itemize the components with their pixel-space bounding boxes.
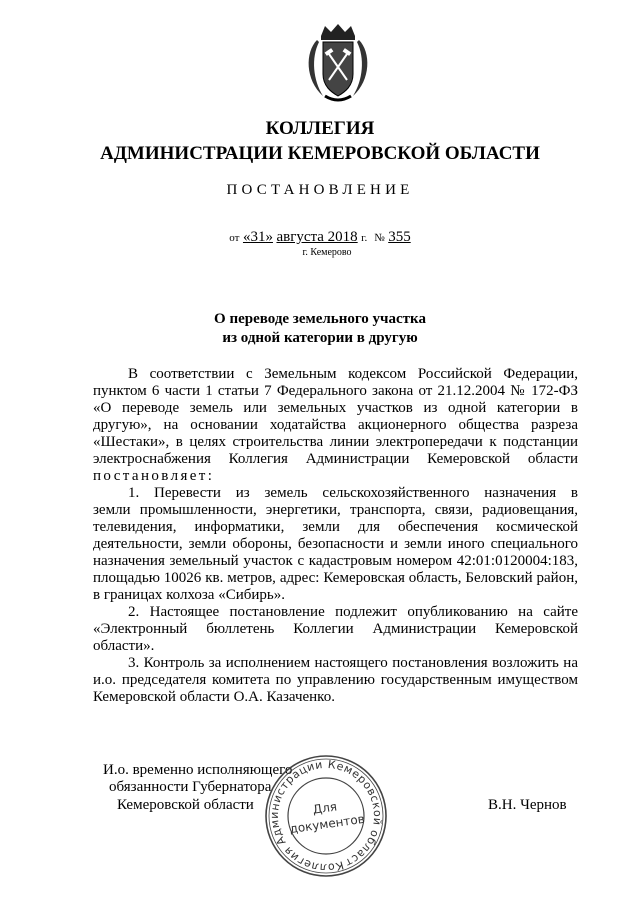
svg-text:Коллегия Администрации Кемеров [262, 752, 390, 880]
body-line: и.о. председателя комитета по управлению государственным имуществом [93, 672, 578, 688]
stamp-center-line1: Для [311, 799, 338, 817]
body-line: в границах колхоза «Сибирь». [93, 587, 285, 603]
body-line: земли промышленности, энергетики, транспорта, связи, радиовещания, [93, 502, 578, 518]
date-prefix: от [229, 232, 240, 244]
date-close-quote: » [265, 229, 273, 245]
stamp-center-line2: документов [288, 811, 366, 837]
body-line: «О переводе земель или земельных участков из одной категории в [93, 400, 578, 416]
body-line: назначения земельный участок с кадастровым номером 42:01:0120004:183, [93, 553, 578, 569]
date-day: 31 [250, 229, 266, 245]
official-stamp [262, 752, 390, 880]
stamp-ring-text: Коллегия Администрации Кемеровской области [267, 757, 385, 875]
date-month-year: августа 2018 [276, 229, 358, 245]
body-line: электроснабжения Коллегия Администрации Кемеровской области [93, 451, 578, 467]
body-line: деятельности, земли обороны, безопасности и земли иного специального [93, 536, 578, 552]
signatory-title-line2: обязанности Губернатора [109, 779, 272, 795]
body-line: 3. Контроль за исполнением настоящего постановления возложить на [128, 655, 578, 671]
number-sign: № [374, 232, 385, 244]
signatory-name: В.Н. Чернов [488, 797, 567, 813]
body-line: 1. Перевести из земель сельскохозяйственного назначения в [128, 485, 578, 501]
coat-of-arms-icon [303, 22, 373, 104]
body-line: телевидения, информатики, земли для обеспечения космической [93, 519, 578, 535]
document-type: ПОСТАНОВЛЕНИЕ [226, 182, 414, 198]
date-open-quote: « [242, 229, 251, 245]
org-name-line2: АДМИНИСТРАЦИИ КЕМЕРОВСКОЙ ОБЛАСТИ [100, 143, 540, 164]
body-line: площадью 10026 кв. метров, адрес: Кемеровская область, Беловский район, [93, 570, 578, 586]
org-name-line1: КОЛЛЕГИЯ [265, 118, 375, 139]
city: г. Кемерово [302, 247, 352, 258]
body-line: области». [93, 638, 155, 654]
body-line: В соответствии с Земельным кодексом Российской Федерации, [128, 366, 578, 382]
date-line [0, 229, 640, 246]
document-title-line1: О переводе земельного участка [214, 311, 426, 327]
body-line: 2. Настоящее постановление подлежит опубликованию на сайте [128, 604, 578, 620]
body-line: «Электронный бюллетень Коллегии Администрации Кемеровской [93, 621, 578, 637]
body-line: Кемеровской области О.А. Казаченко. [93, 689, 335, 705]
body-line: «Шестаки», в целях строительства линии электропередачи к подстанции [93, 434, 578, 450]
body-line-resolves: постановляет: [93, 468, 215, 484]
document-number: 355 [388, 229, 411, 245]
date-year-suffix: г. [361, 232, 368, 244]
body-line: другую», на основании ходатайства акционерного общества разреза [93, 417, 578, 433]
signatory-title-line1: И.о. временно исполняющего [103, 762, 293, 778]
document-title-line2: из одной категории в другую [222, 330, 418, 346]
signatory-title-line3: Кемеровской области [117, 797, 254, 813]
body-line: пунктом 6 части 1 статьи 7 Федерального закона от 21.12.2004 № 172-ФЗ [93, 383, 578, 399]
